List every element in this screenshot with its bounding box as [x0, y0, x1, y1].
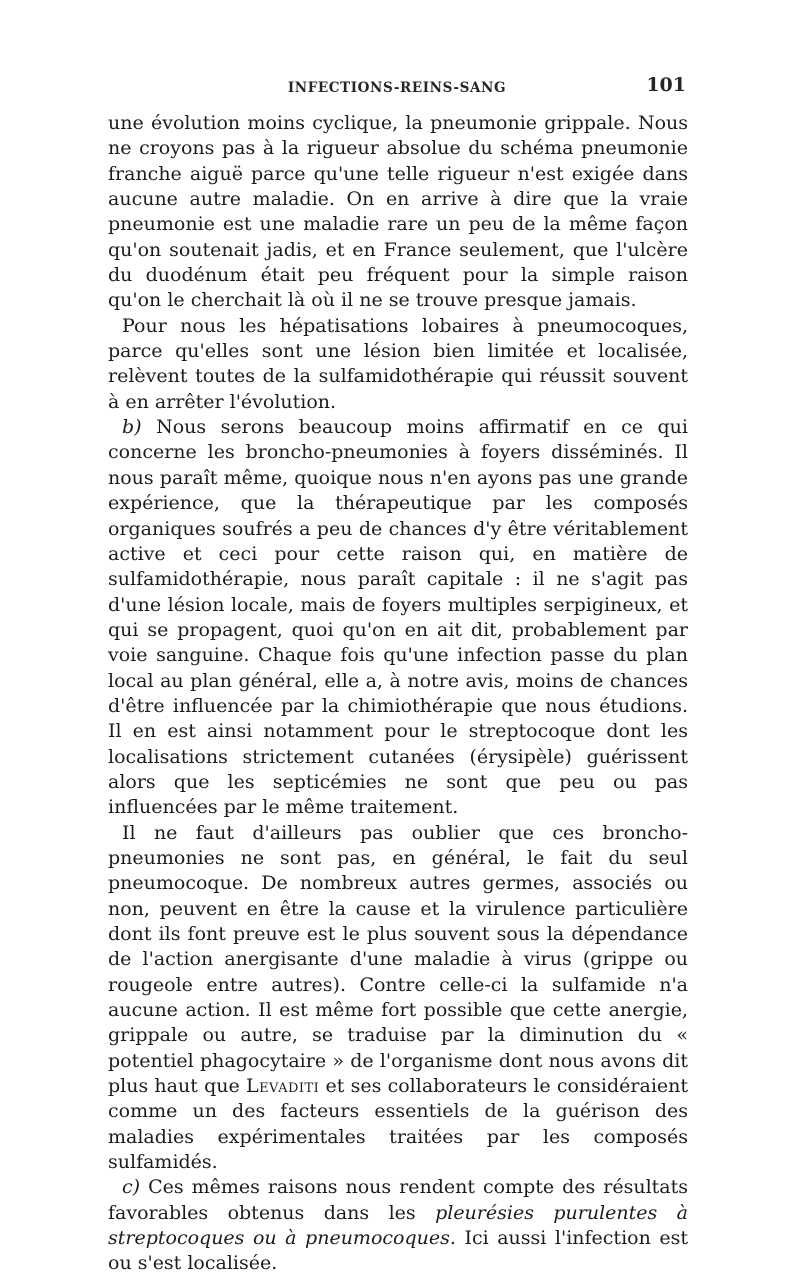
paragraph-3-text: Nous serons beaucoup moins affirmatif en ce qui concerne les broncho-pneumonies à foyers disséminés. Il nous paraît même, quoique nous n'en ayons pas une grande expérience, que la thérapeutique par les composés organiques soufrés a peu de chances d'y être véritablement active et ceci pour cette raison qui, en matière de sulfamidothérapie, nous paraît capitale : il ne s'agit pas d'une lésion locale, mais de foyers multiples serpigineux, et qui se propagent, quoi qu'on en ait dit, probablement par voie sanguine. Chaque fois qu'une infection passe du plan local au plan général, elle a, à notre avis, moins de chances d'être influencée par la chimiothérapie que nous étudions. Il en est ainsi notamment pour le streptocoque dont les localisations strictement cutanées (érysipèle) guérissent alors que les septicémies ne sont que peu ou pas influencées par le même traitement. — [108, 416, 688, 819]
body-text — [108, 111, 688, 1277]
running-head: INFECTIONS-REINS-SANG — [287, 80, 507, 96]
page-number: 101 — [646, 74, 686, 96]
paragraph-4-text-a: Il ne faut d'ailleurs pas oublier que ces broncho-pneumonies ne sont pas, en général, le fait du seul pneumocoque. De nombreux autres germes, associés ou non, peuvent en être la cause et la virulence particulière dont ils font preuve est le plus souvent sous la dépendance de l'action anergisante d'une maladie à virus (grippe ou rougeole entre autres). Contre celle-ci la sulfamide n'a aucune action. Il est même fort possible que cette anergie, grippale ou autre, se traduise par la diminution du « potentiel phagocytaire » de l'organisme dont nous avons dit plus haut que — [108, 821, 688, 1098]
paragraph-4 — [108, 821, 688, 1176]
paragraph-2 — [108, 314, 688, 415]
paragraph-5-italic: pleurésies purulentes à streptocoques ou à pneumocoques. — [108, 1201, 688, 1250]
paragraph-1-text: une évolution moins cyclique, la pneumonie grippale. Nous ne croyons pas à la rigueur absolue du schéma pneumonie franche aiguë parce qu'une telle rigueur n'est exigée dans aucune autre maladie. On en arrive à dire que la vraie pneumonie est une maladie rare un peu de la même façon qu'on soutenait jadis, et en France seulement, que l'ulcère du duodénum était peu fréquent pour la simple raison qu'on le cherchait là où il ne se trouve presque jamais. — [108, 112, 688, 312]
paragraph-5-text-a: Ces mêmes raisons nous rendent compte des résultats favorables obtenus dans les — [108, 1176, 688, 1224]
paragraph-3 — [108, 415, 688, 821]
section-marker-b: b) — [122, 416, 142, 439]
paragraph-5-text-b: Ici aussi l'infection est ou s'est localisée. — [108, 1227, 688, 1275]
section-marker-c: c) — [122, 1176, 141, 1199]
paragraph-4-text-b: et ses collaborateurs le considéraient comme un des facteurs essentiels de la guérison des maladies expérimentales traitées par les composés sulfamidés. — [108, 1075, 689, 1174]
paragraph-5 — [108, 1175, 688, 1276]
paragraph-1 — [108, 111, 688, 314]
author-name: Levaditi — [245, 1075, 320, 1098]
page-header — [108, 74, 686, 104]
paragraph-2-text: Pour nous les hépatisations lobaires à pneumocoques, parce qu'elles sont une lésion bien limitée et localisée, relèvent toutes de la sulfamidothérapie qui réussit souvent à en arrêter l'évolution. — [108, 314, 688, 413]
